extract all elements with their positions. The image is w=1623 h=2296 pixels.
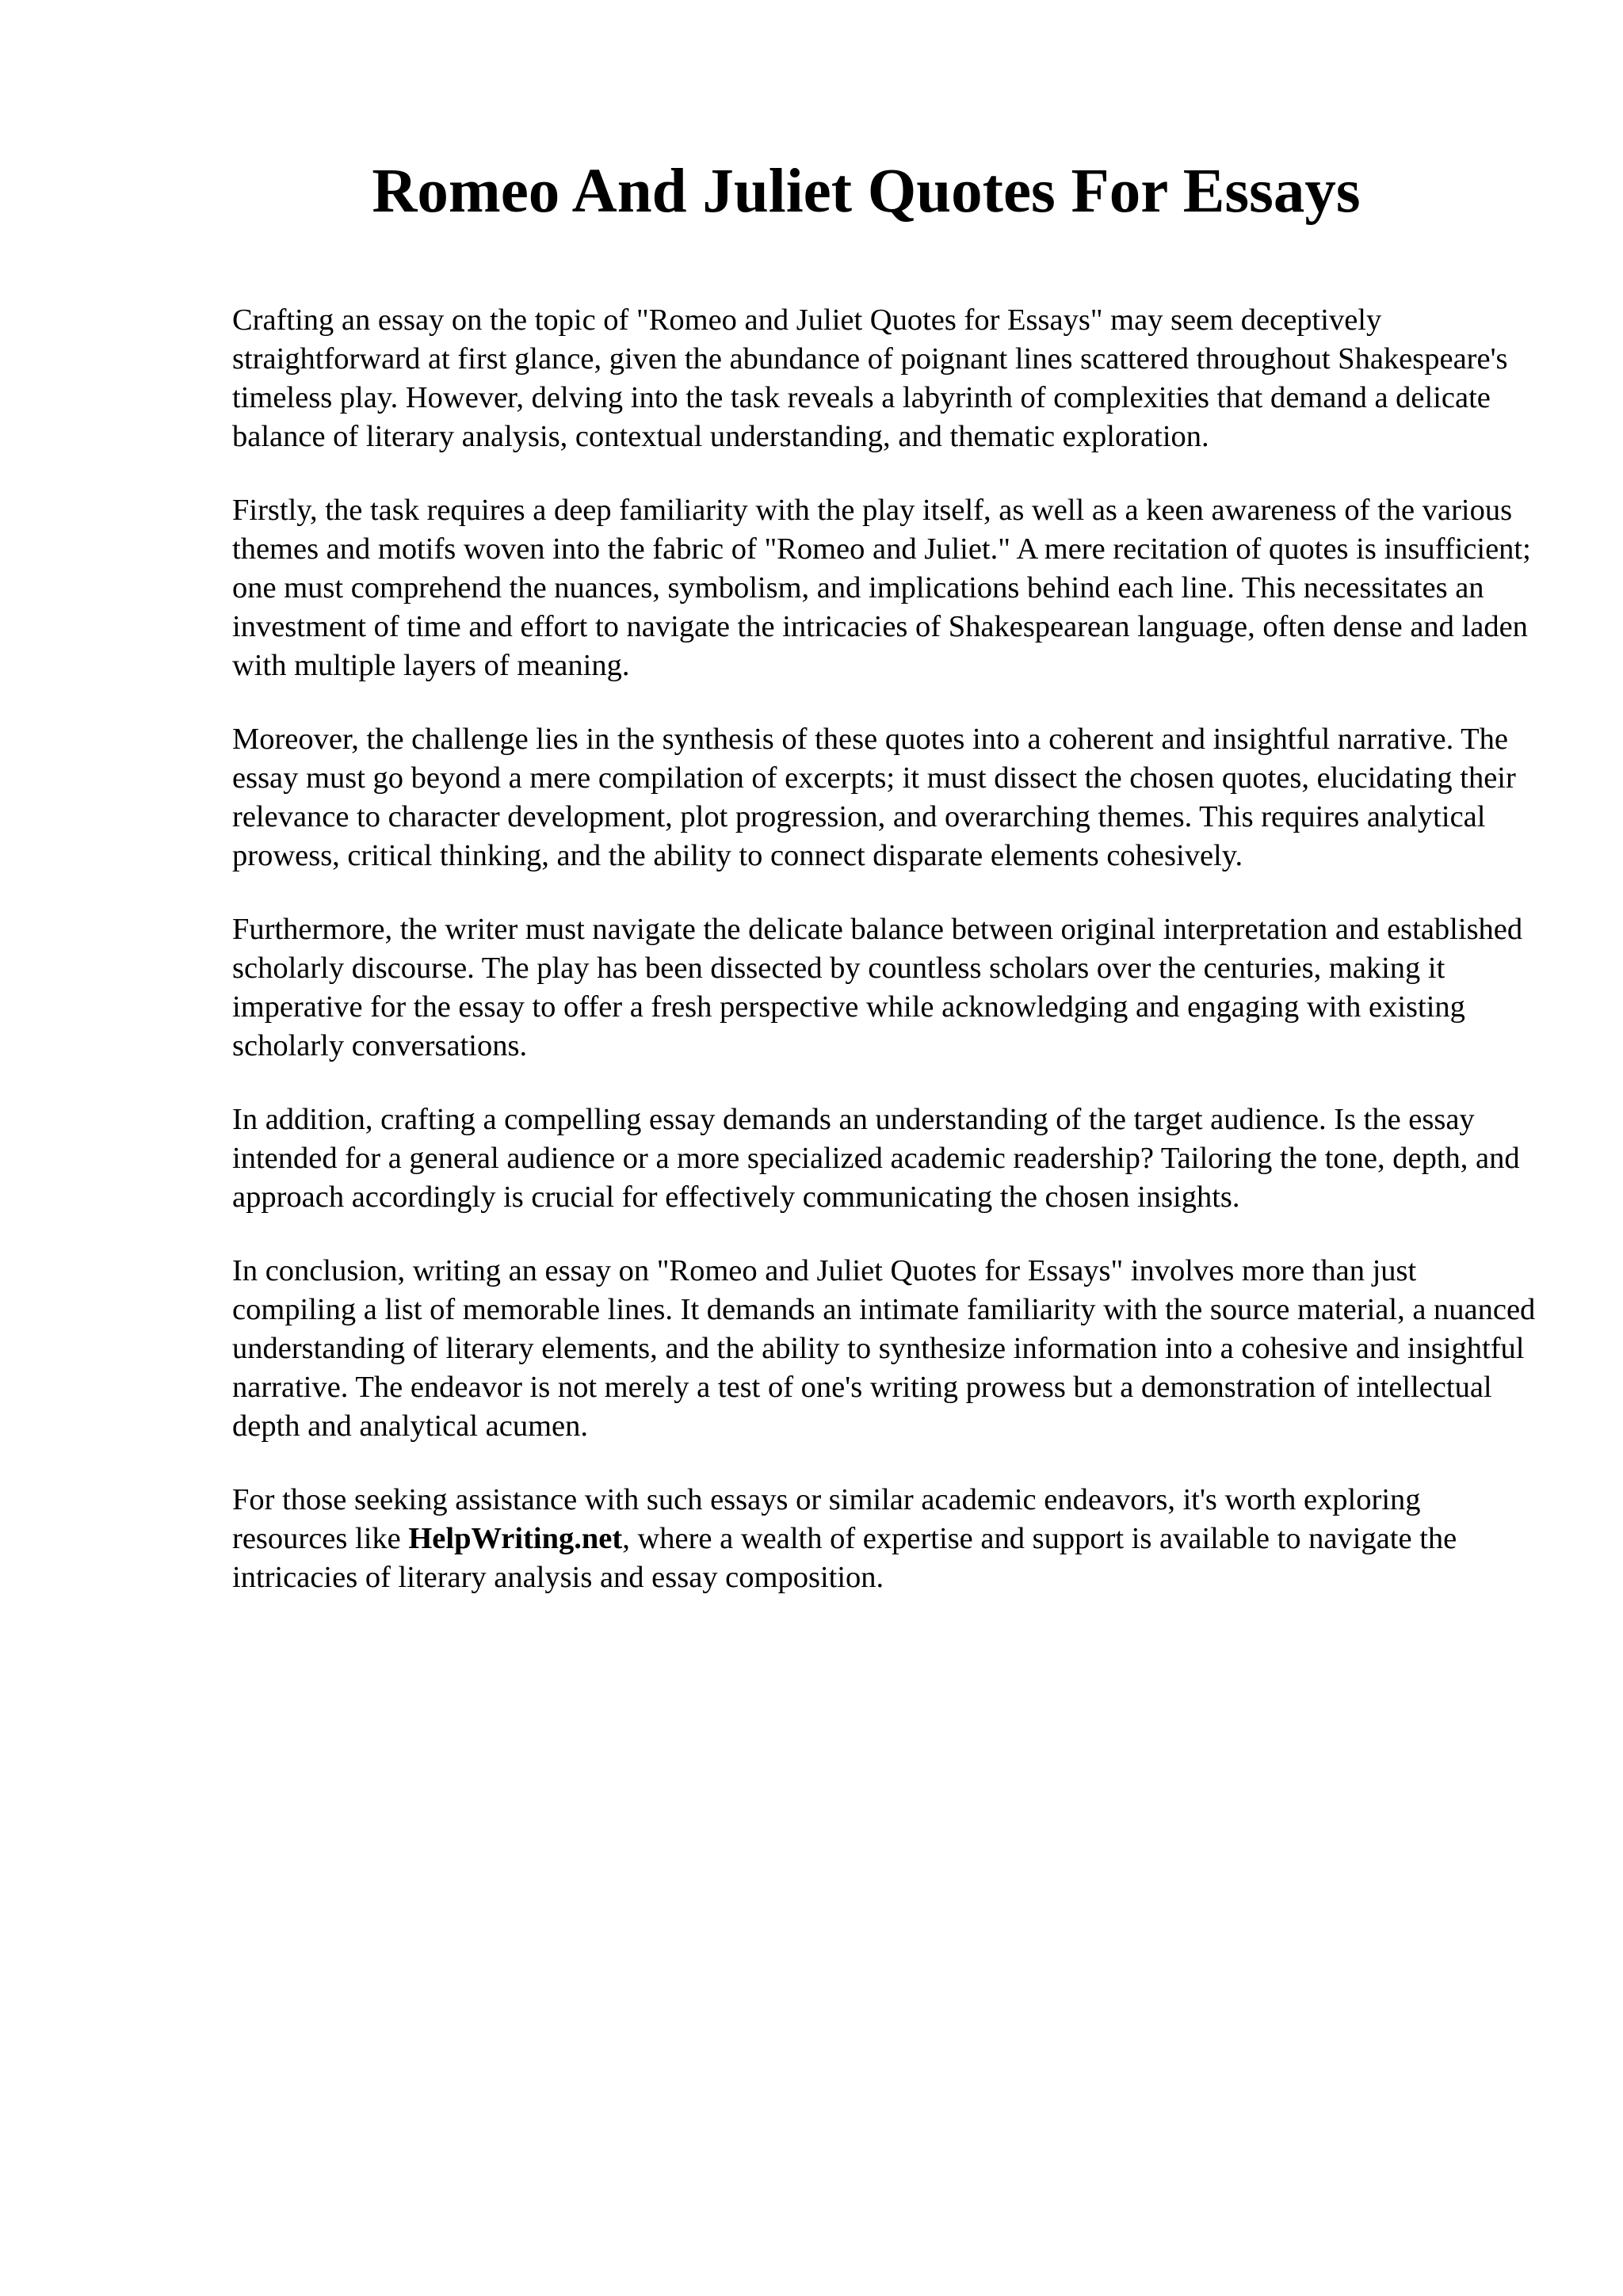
essay-body <box>232 301 1540 1597</box>
paragraph-familiarity: Firstly, the task requires a deep familiarity with the play itself, as well as a keen awareness of the various themes and motifs woven into the fabric of "Romeo and Juliet." A mere recitation of quotes is insufficient; one must comprehend the nuances, symbolism, and implications behind each line. This necessitates an investment of time and effort to navigate the intricacies of Shakespearean language, often dense and laden with multiple layers of meaning. <box>232 494 1531 682</box>
closing-text-before: For those seeking assistance with such essays or similar academic endeavors, it's worth exploring resources like <box>232 1483 1421 1555</box>
paragraph-conclusion: In conclusion, writing an essay on "Romeo and Juliet Quotes for Essays" involves more than just compiling a list of memorable lines. It demands an intimate familiarity with the source material, a nuanced understanding of literary elements, and the ability to synthesize information into a cohesive and insightful narrative. The endeavor is not merely a test of one's writing prowess but a demonstration of intellectual depth and analytical acumen. <box>232 1254 1536 1443</box>
paragraph-scholarly-balance: Furthermore, the writer must navigate the delicate balance between original interpretation and established scholarly discourse. The play has been dissected by countless scholars over the centuries, making it imperative for the essay to offer a fresh perspective while acknowledging and engaging with existing scholarly conversations. <box>232 913 1523 1062</box>
closing-text-after: , where a wealth of expertise and support is available to navigate the intricacies of literary analysis and essay composition. <box>232 1522 1457 1594</box>
paragraph-synthesis: Moreover, the challenge lies in the synthesis of these quotes into a coherent and insightful narrative. The essay must go beyond a mere compilation of excerpts; it must dissect the chosen quotes, elucidating their relevance to character development, plot progression, and overarching themes. This requires analytical prowess, critical thinking, and the ability to connect disparate elements cohesively. <box>232 723 1516 872</box>
paragraph-audience: In addition, crafting a compelling essay demands an understanding of the target audience. Is the essay intended for a general audience or a more specialized academic readership? Tailoring the tone, depth, and approach accordingly is crucial for effectively communicating the chosen insights. <box>232 1103 1520 1214</box>
paragraph-intro: Crafting an essay on the topic of "Romeo and Juliet Quotes for Essays" may seem deceptively straightforward at first glance, given the abundance of poignant lines scattered throughout Shakespeare's timeless play. However, delving into the task reveals a labyrinth of complexities that demand a delicate balance of literary analysis, contextual understanding, and thematic exploration. <box>232 303 1508 453</box>
page-title: Romeo And Juliet Quotes For Essays <box>372 157 1361 226</box>
paragraph-closing <box>232 1481 1540 1597</box>
helpwriting-link[interactable]: HelpWriting.net <box>408 1522 623 1555</box>
